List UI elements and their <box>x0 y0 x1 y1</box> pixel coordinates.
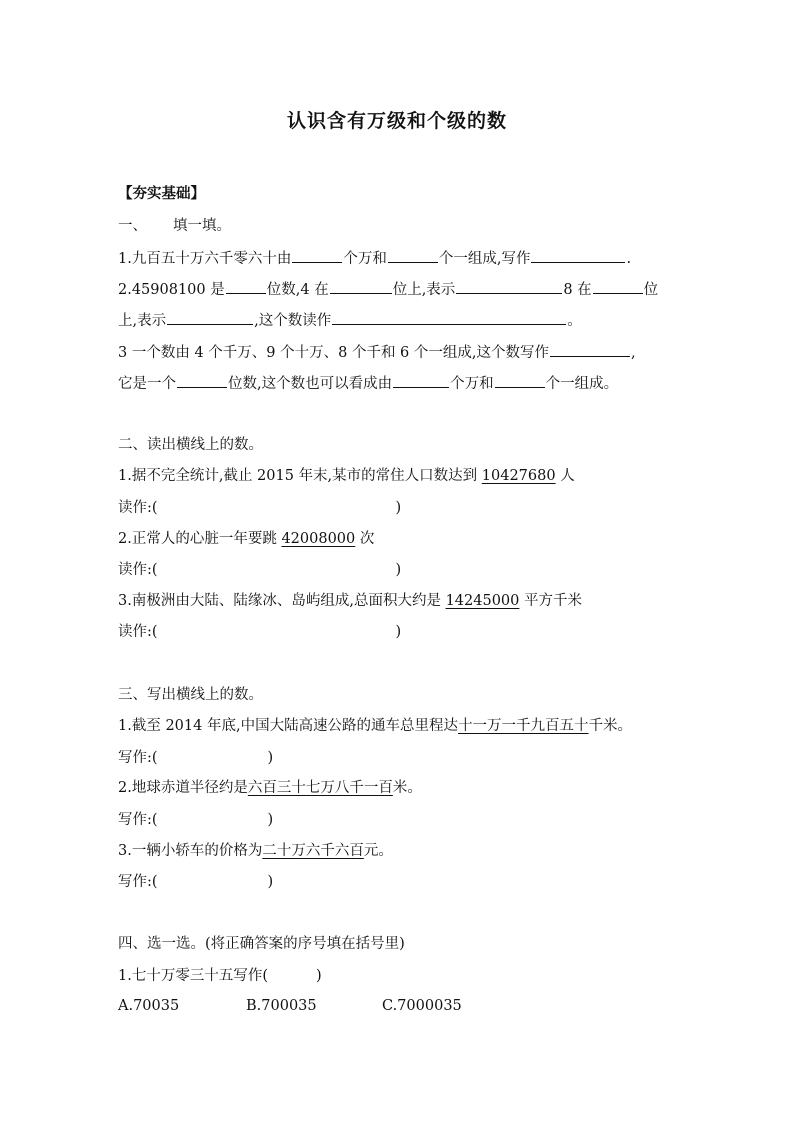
p2q1-text-a: 1.据不完全统计,截止 2015 年末,某市的常住人口数达到 <box>118 468 482 484</box>
answer-blank[interactable] <box>393 373 449 388</box>
p4q1-text-a: 1.七十万零三十五写作( <box>118 968 268 984</box>
p2q2-text-b: 次 <box>355 531 375 547</box>
read-label: 读作:( <box>118 500 158 516</box>
part3-q2 <box>118 778 422 798</box>
p3q1-text-a: 1.截至 2014 年底,中国大陆高速公路的通车总里程达 <box>118 718 459 734</box>
part1-heading-num: 一、 <box>118 218 147 234</box>
p3q2-text-a: 2.地球赤道半径约是 <box>118 780 248 796</box>
part3-q2-write[interactable] <box>118 810 273 830</box>
section-label: 【夯实基础】 <box>118 185 205 202</box>
answer-blank[interactable] <box>531 248 625 263</box>
option-a[interactable]: A.70035 <box>118 998 180 1014</box>
p2q2-number: 42008000 <box>281 531 356 547</box>
option-c[interactable]: C.7000035 <box>382 998 462 1014</box>
q1-text-d: . <box>626 251 632 267</box>
part1-q1 <box>118 248 631 269</box>
answer-blank[interactable] <box>226 279 266 294</box>
part3-q1 <box>118 716 632 736</box>
p3q2-text-b: 米。 <box>392 780 422 796</box>
part1-q2-cont <box>118 310 582 331</box>
part1-q3 <box>118 342 636 363</box>
write-label: 写作:( <box>118 874 158 890</box>
q2b-text-a: 上,表示 <box>118 313 167 329</box>
part3-q3 <box>118 841 393 861</box>
answer-blank[interactable] <box>167 310 253 325</box>
answer-blank[interactable] <box>550 342 630 357</box>
p3q3-text-b: 元。 <box>363 843 393 859</box>
p3q3-number: 二十万六千六百 <box>262 843 364 859</box>
p3q1-number: 十一万一千九百五十 <box>458 718 589 734</box>
q2-text-d: 8 在 <box>563 282 592 298</box>
q1-text-a: 1.九百五十万六千零六十由 <box>118 251 292 267</box>
q3b-text-d: 个一组成。 <box>545 376 619 392</box>
part2-q2-read[interactable] <box>118 560 401 580</box>
answer-blank[interactable] <box>330 279 392 294</box>
read-label: 读作:( <box>118 624 158 640</box>
p2q1-text-b: 人 <box>555 468 575 484</box>
q3b-text-a: 它是一个 <box>118 376 176 392</box>
part1-q2 <box>118 279 658 300</box>
p2q2-text-a: 2.正常人的心脏一年要跳 <box>118 531 282 547</box>
part2-q1-read[interactable] <box>118 498 401 518</box>
close-paren: ) <box>267 750 274 766</box>
close-paren: ) <box>395 500 402 516</box>
close-paren: ) <box>395 624 402 640</box>
part2-heading: 二、读出横线上的数。 <box>118 437 263 453</box>
answer-blank[interactable] <box>593 279 643 294</box>
write-label: 写作:( <box>118 812 158 828</box>
close-paren: ) <box>316 968 322 984</box>
write-label: 写作:( <box>118 750 158 766</box>
p3q1-text-b: 千米。 <box>588 718 633 734</box>
part1-heading-text: 填一填。 <box>173 218 231 234</box>
option-b[interactable]: B.700035 <box>246 998 317 1014</box>
answer-blank[interactable] <box>456 279 562 294</box>
answer-blank[interactable] <box>495 373 545 388</box>
p3q2-number: 六百三十七万八千一百 <box>247 780 393 796</box>
answer-blank[interactable] <box>388 248 438 263</box>
q3b-text-c: 个万和 <box>450 376 494 392</box>
q2-text-e: 位 <box>643 282 659 298</box>
part3-heading: 三、写出横线上的数。 <box>118 687 263 703</box>
close-paren: ) <box>267 874 274 890</box>
q1-text-b: 个万和 <box>343 251 387 267</box>
q2-text-b: 位数,4 在 <box>266 282 329 298</box>
part2-q3 <box>118 591 582 611</box>
q2-text-a: 2.45908100 是 <box>118 282 225 298</box>
q2b-text-b: ,这个数读作 <box>254 313 332 329</box>
part2-q1 <box>118 466 575 486</box>
p2q3-text-a: 3.南极洲由大陆、陆缘冰、岛屿组成,总面积大约是 <box>118 593 446 609</box>
part1-q3-cont <box>118 373 618 394</box>
close-paren: ) <box>395 562 402 578</box>
part3-q1-write[interactable] <box>118 748 273 768</box>
page-title: 认识含有万级和个级的数 <box>286 110 507 132</box>
answer-blank[interactable] <box>177 373 227 388</box>
p2q3-number: 14245000 <box>445 593 520 609</box>
q2-text-c: 位上,表示 <box>392 282 456 298</box>
read-label: 读作:( <box>118 562 158 578</box>
q2b-text-c: 。 <box>567 313 582 329</box>
p2q1-number: 10427680 <box>481 468 556 484</box>
answer-blank[interactable] <box>332 310 566 325</box>
q3-text-a: 3 一个数由 4 个千万、9 个十万、8 个千和 6 个一组成,这个数写作 <box>118 345 549 361</box>
part3-q3-write[interactable] <box>118 872 273 892</box>
q1-text-c: 个一组成,写作 <box>438 251 531 267</box>
part1-heading <box>118 216 231 236</box>
part2-q2 <box>118 529 374 549</box>
p3q3-text-a: 3.一辆小轿车的价格为 <box>118 843 263 859</box>
q3b-text-b: 位数,这个数也可以看成由 <box>228 376 393 392</box>
part4-q1[interactable] <box>118 966 322 986</box>
q3-text-b: , <box>631 345 636 361</box>
part4-heading: 四、选一选。(将正确答案的序号填在括号里) <box>118 936 405 952</box>
p2q3-text-b: 平方千米 <box>519 593 582 609</box>
answer-blank[interactable] <box>292 248 342 263</box>
close-paren: ) <box>267 812 274 828</box>
part2-q3-read[interactable] <box>118 622 401 642</box>
